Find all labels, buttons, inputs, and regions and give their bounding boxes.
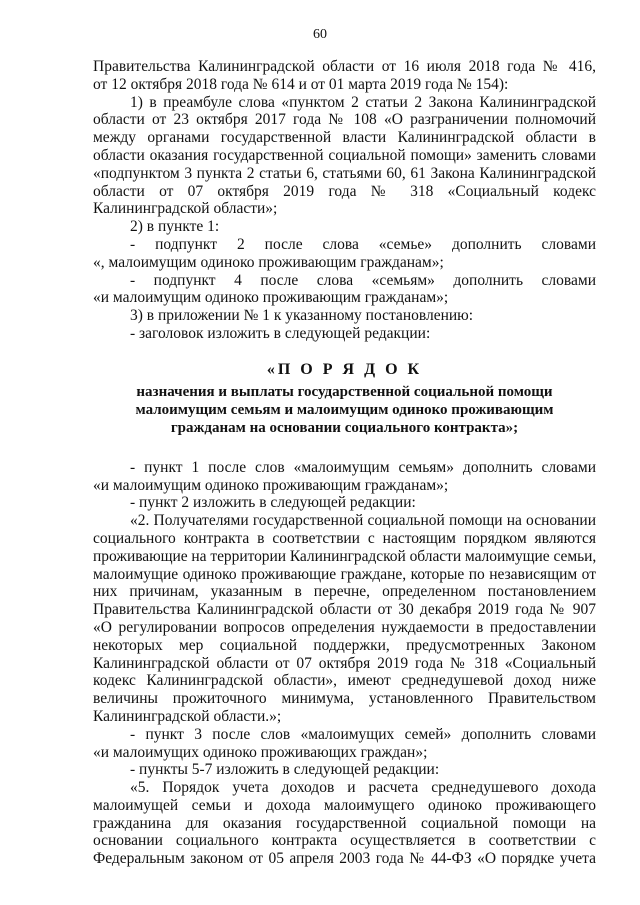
text-line: - пункт 2 изложить в следующей редакции:	[130, 494, 416, 512]
text-line: Правительства Калининградской области от 30 декабря 2019 года № 907	[93, 601, 596, 619]
text-line: «и малоимущих одиноко проживающих граждан»;	[93, 743, 428, 761]
text-line: - подпункт 2 после слова «семье» дополнить словами	[130, 235, 596, 253]
text-line: 3) в приложении № 1 к указанному постановлению:	[130, 307, 474, 325]
text-line: области от 07 октября 2019 года № 318 «Социальный кодекс	[93, 182, 596, 200]
text-line: - подпункт 4 после слова «семьям» дополнить словами	[130, 271, 596, 289]
text-line: между органами государственной власти Калининградской области в	[93, 129, 596, 147]
text-line: «и малоимущим одиноко проживающим гражданам»;	[93, 476, 449, 494]
text-line: «2. Получателями государственной социальной помощи на основании	[130, 512, 596, 530]
text-line: социального контракта в соответствии с настоящим порядком являются	[93, 529, 596, 547]
text-line: Федеральным законом от 05 апреля 2003 года № 44-ФЗ «О порядке учета	[93, 850, 596, 868]
text-line: малоимущие одиноко проживающие граждане, которые по независящим от	[93, 565, 596, 583]
order-title: «П О Р Я Д О К	[266, 360, 423, 378]
text-line: некоторых мер социальной поддержки, предусмотренных Законом	[93, 636, 596, 654]
text-line: «, малоимущим одиноко проживающим гражданам»;	[93, 253, 444, 271]
amendments-intro	[93, 58, 596, 343]
text-line: 1) в преамбуле слова «пунктом 2 статьи 2 Закона Калининградской	[130, 93, 596, 111]
order-subtitle-line: малоимущим семьям и малоимущим одиноко проживающим	[135, 401, 554, 418]
text-line: Правительства Калининградской области от 16 июля 2018 года № 416,	[93, 58, 596, 75]
text-line: кодекс Калининградской области», имеют среднедушевой доход ниже	[93, 672, 596, 690]
text-line: - пункт 3 после слов «малоимущих семей» дополнить словами	[130, 725, 596, 743]
text-line: Калининградской области.»;	[93, 707, 282, 725]
amendments-points	[93, 459, 596, 868]
order-title-block	[93, 361, 596, 437]
text-line: «и малоимущим одиноко проживающим гражданам»;	[93, 289, 449, 307]
text-line: Калининградской области от 07 октября 2019 года № 318 «Социальный	[93, 654, 596, 672]
text-line: от 12 октября 2018 года № 614 и от 01 марта 2019 года № 154):	[93, 75, 509, 93]
page-number: 60	[313, 27, 327, 42]
text-line: области от 23 октября 2017 года № 108 «О разграничении полномочий	[93, 111, 596, 129]
text-line: малоимущей семьи и дохода малоимущего одиноко проживающего	[93, 796, 596, 814]
text-line: Калининградской области»;	[93, 200, 278, 218]
text-line: - пункт 1 после слов «малоимущим семьям» дополнить словами	[130, 458, 596, 476]
order-subtitle-line: назначения и выплаты государственной социальной помощи	[136, 383, 553, 400]
text-line: них причинам, указанным в перечне, определенном постановлением	[93, 583, 596, 601]
text-line: области оказания государственной социальной помощи» заменить словами	[93, 146, 596, 164]
text-line: проживающие на территории Калининградской области малоимущие семьи,	[93, 547, 597, 565]
text-line: основании социального контракта осуществляется в соответствии с	[93, 832, 596, 850]
text-line: гражданина для оказания государственной социальной помощи на	[93, 814, 596, 832]
text-line: величины прожиточного минимума, установленного Правительством	[93, 690, 596, 708]
text-line: «О регулировании вопросов определения нуждаемости в предоставлении	[93, 618, 596, 636]
text-line: 2) в пункте 1:	[130, 218, 220, 236]
text-line: «5. Порядок учета доходов и расчета среднедушевого дохода	[130, 779, 596, 797]
text-line: - заголовок изложить в следующей редакции:	[130, 324, 431, 342]
text-line: - пункты 5-7 изложить в следующей редакции:	[130, 761, 440, 779]
document-body	[93, 58, 596, 868]
text-line: «подпунктом 3 пункта 2 статьи 6, статьями 60, 61 Закона Калининградской	[93, 164, 596, 182]
order-subtitle-line: гражданам на основании социального контракта»;	[170, 419, 519, 436]
